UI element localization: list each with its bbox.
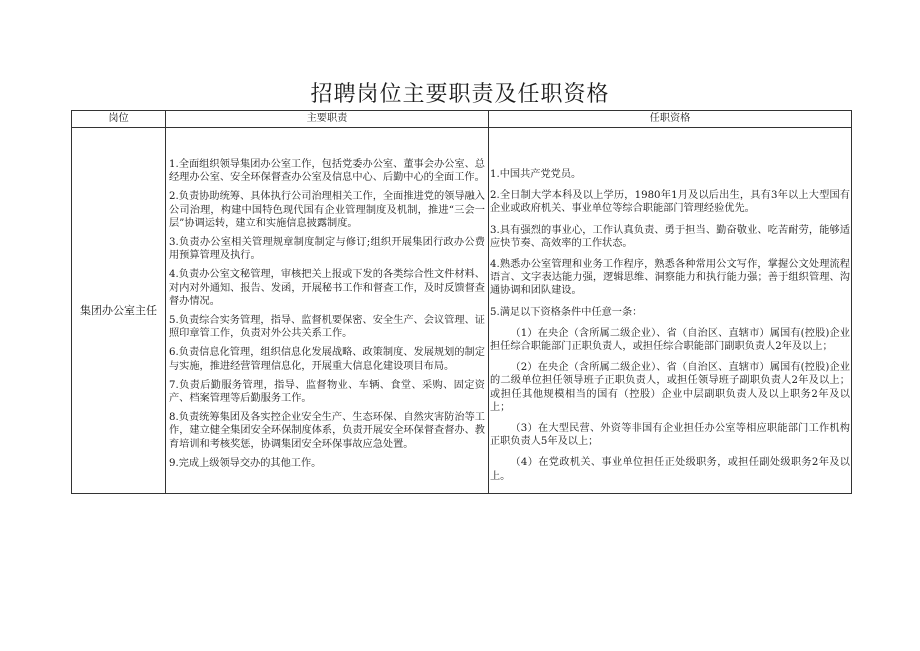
header-duties: 主要职责 [166,111,489,128]
duty-item: 6.负责信息化管理，组织信息化发展战略、政策制度、发展规划的制定与实施，推进经营管理信息化，开展重大信息化建设项目布局。 [169,347,485,372]
condition-item: （4）在党政机关、事业单位担任正处级职务，或担任副处级职务2年及以上。 [490,457,850,482]
qualification-item: 2.全日制大学本科及以上学历，1980年1月及以后出生，具有3年以上大型国有企业或政府机关、事业单位等综合职能部门管理经验优先。 [490,190,850,215]
duty-item: 7.负责后勤服务管理，指导、监督物业、车辆、食堂、采购、固定资产、档案管理等后勤服务工作。 [169,379,485,405]
position-name: 集团办公室主任 [72,128,166,494]
qualification-item: 5.满足以下资格条件中任意一条： [490,306,643,318]
document-title: 招聘岗位主要职责及任职资格 [310,82,610,107]
table-row [72,128,852,494]
duty-item: 1.全面组织领导集团办公室工作，包括党委办公室、董事会办公室、总经理办公室、安全环保督查办公室及信息中心、后勤中心的全面工作。 [169,159,485,184]
table-header-row [72,111,852,128]
duty-item: 4.负责办公室文秘管理，审核把关上报或下发的各类综合性文件材料、对内对外通知、报告、发函，开展秘书工作和督查工作，及时反馈督查督办情况。 [169,269,485,307]
duty-item: 5.负责综合实务管理，指导、监督机要保密、安全生产、会议管理、证照印章管工作，负责对外公共关系工作。 [169,315,485,340]
qualifications-cell [489,128,852,494]
header-position: 岗位 [72,111,166,128]
qualification-item: 1.中国共产党党员。 [490,169,582,180]
condition-item: （1）在央企（含所属二级企业）、省（自治区、直辖市）属国有(控股)企业担任综合职能部门正职负责人，或担任综合职能部门副职负责人2年及以上； [490,327,850,353]
duties-cell [166,128,489,494]
duty-item: 8.负责统筹集团及各实控企业安全生产、生态环保、自然灾害防治等工作，建立健全集团安全环保制度体系，负责开展安全环保督查督办、教育培训和考核奖惩，协调集团安全环保事故应急处置。 [169,412,485,450]
condition-item: （2）在央企（含所属二级企业）、省（自治区、直辖市）属国有(控股)企业的二级单位担任领导班子正职负责人，或担任领导班子副职负责人2年及以上；或担任其他规模相当的国有（控股）企业中层副职负责人及以上职务2年及以上； [490,362,850,413]
duty-item: 3.负责办公室相关管理规章制度制定与修订;组织开展集团行政办公费用预算管理及执行。 [169,237,485,262]
duty-item: 2.负责协助统筹、具体执行公司治理相关工作，全面推进党的领导融入公司治理，构建中国特色现代国有企业管理制度及机制，推进“三会一层”协调运转，建立和实施信息披露制度。 [169,191,485,229]
condition-item: （3）在大型民营、外资等非国有企业担任办公室等相应职能部门工作机构正职负责人5年及以上； [490,423,850,448]
recruitment-table [71,110,852,494]
duty-item: 9.完成上级领导交办的其他工作。 [169,457,322,469]
header-qualifications: 任职资格 [489,111,852,128]
qualification-item: 4.熟悉办公室管理和业务工作程序，熟悉各种常用公文写作，掌握公文处理流程 语言、文字表达能力强，逻辑思维、洞察能力和执行能力强；善于组织管理、沟通协调和团队建设。 [490,259,850,297]
qualification-item: 3.具有强烈的事业心，工作认真负责、勇于担当、勤奋敬业、吃苦耐劳，能够适应快节奏、高效率的工作状态。 [490,224,850,249]
